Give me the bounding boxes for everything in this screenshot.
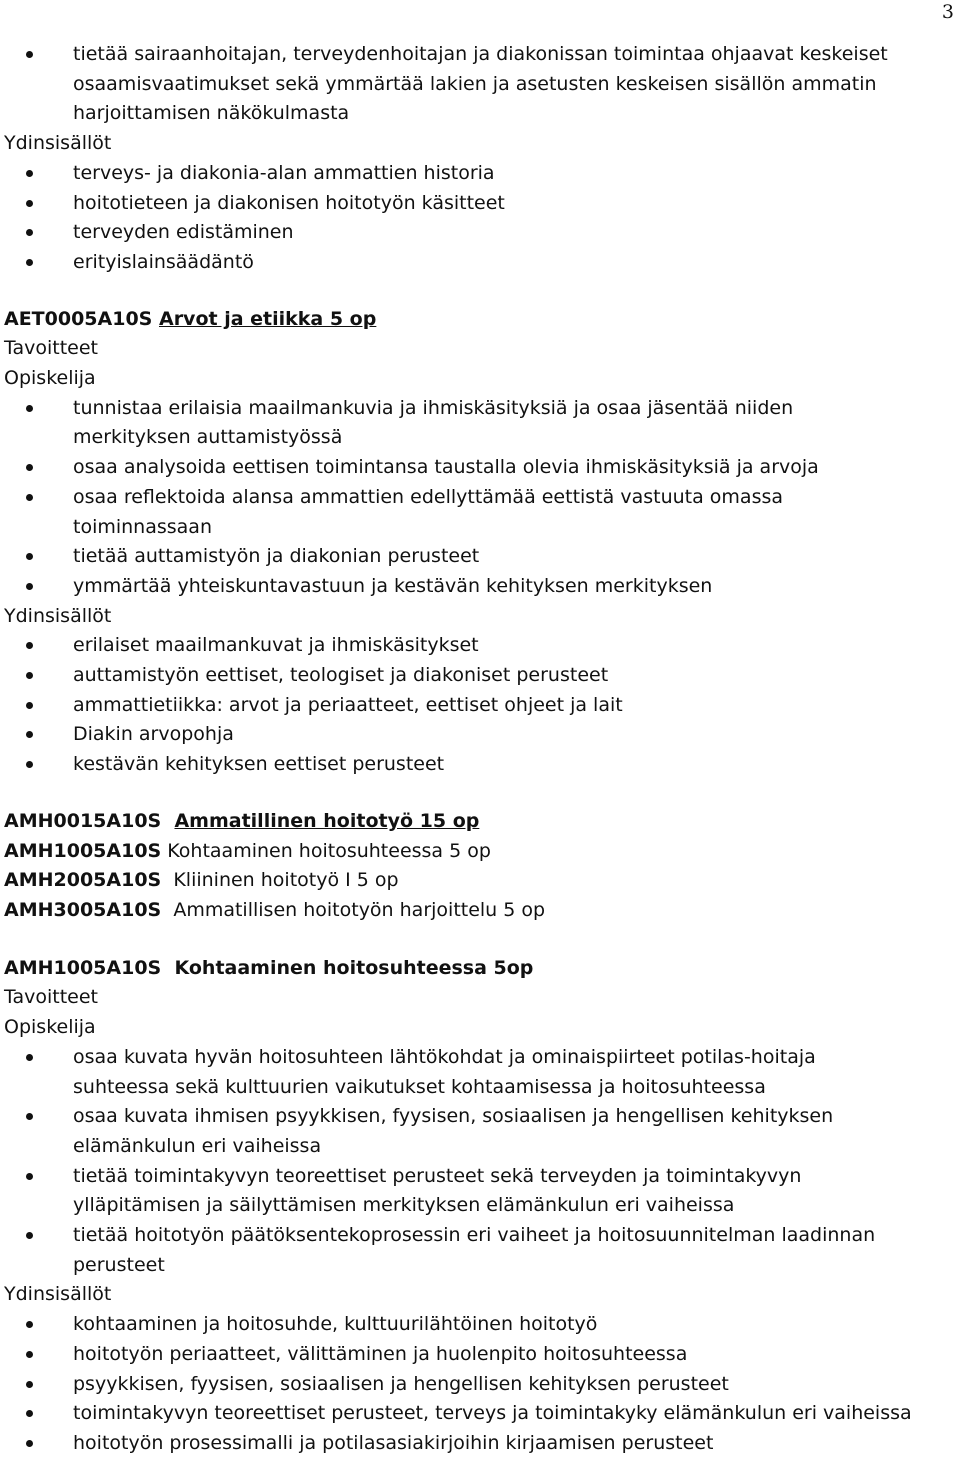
module-course-code: AMH1005A10S (4, 839, 162, 862)
course-heading (4, 954, 954, 984)
list-item-line: osaa analysoida eettisen toimintansa taustalla olevia ihmiskäsityksiä ja arvoja (73, 456, 819, 479)
goals-heading: Tavoitteet (4, 986, 98, 1009)
list-item-line: osaa kuvata ihmisen psyykkisen, fyysisen, sosiaalisen ja hengellisen kehityksen (73, 1105, 834, 1128)
module-course-row (4, 896, 954, 926)
module-course-title: Kohtaaminen hoitosuhteessa 5 op (167, 839, 491, 862)
list-item-line: elämänkulun eri vaiheissa (73, 1134, 322, 1157)
list-item-line: kohtaaminen ja hoitosuhde, kulttuurilähtöinen hoitotyö (73, 1313, 598, 1336)
bullet-icon (26, 1054, 33, 1061)
bullet-icon (26, 642, 33, 649)
list-item-line: toiminnassaan (73, 515, 212, 538)
bullet-icon (26, 761, 33, 768)
bullet-icon (26, 494, 33, 501)
course-aet (4, 305, 954, 780)
bullet-icon (26, 259, 33, 266)
list-item (4, 248, 954, 278)
list-item (4, 1162, 954, 1221)
list-item-line: osaamisvaatimukset sekä ymmärtää lakien ja asetusten keskeisen sisällön ammatin (73, 72, 877, 95)
section-continued (4, 40, 954, 278)
list-item (4, 1102, 954, 1161)
list-item (4, 40, 954, 129)
bullet-icon (26, 1321, 33, 1328)
bullet-icon (26, 1232, 33, 1239)
list-item-line: Diakin arvopohja (73, 723, 234, 746)
module-course-row (4, 866, 954, 896)
list-item-line: ammattietiikka: arvot ja periaatteet, eettiset ohjeet ja lait (73, 693, 623, 716)
list-item (4, 572, 954, 602)
module-course-code: AMH2005A10S (4, 869, 162, 892)
course-title: Kohtaaminen hoitosuhteessa 5op (174, 956, 534, 979)
list-item-line: tietää hoitotyön päätöksentekoprosessin eri vaiheet ja hoitosuunnitelman laadinnan (73, 1224, 876, 1247)
list-item-line: psyykkisen, fyysisen, sosiaalisen ja hengellisen kehityksen perusteet (73, 1372, 729, 1395)
list-item-line: erityislainsäädäntö (73, 250, 254, 273)
content-heading: Ydinsisällöt (4, 132, 112, 155)
list-item (4, 453, 954, 483)
course-code: AMH1005A10S (4, 956, 162, 979)
bullet-icon (26, 405, 33, 412)
list-item (4, 1221, 954, 1280)
bullet-icon (26, 229, 33, 236)
list-item-line: tietää toimintakyvyn teoreettiset perusteet sekä terveyden ja toimintakyvyn (73, 1164, 802, 1187)
list-item (4, 483, 954, 542)
module-course-title: Kliininen hoitotyö I 5 op (173, 869, 399, 892)
bullet-icon (26, 464, 33, 471)
bullet-icon (26, 672, 33, 679)
module-course-code: AMH3005A10S (4, 898, 162, 921)
list-item-line: harjoittamisen näkökulmasta (73, 102, 350, 125)
module-code: AMH0015A10S (4, 809, 162, 832)
bullet-icon (26, 1381, 33, 1388)
module-course-title: Ammatillisen hoitotyön harjoittelu 5 op (173, 898, 546, 921)
list-item-line: tietää auttamistyön ja diakonian perusteet (73, 545, 480, 568)
list-item-line: ylläpitämisen ja säilyttämisen merkityksen elämänkulun eri vaiheissa (73, 1194, 735, 1217)
list-item (4, 631, 954, 661)
list-item-line: auttamistyön eettiset, teologiset ja diakoniset perusteet (73, 664, 609, 687)
page-number: 3 (941, 1, 954, 23)
bullet-icon (26, 170, 33, 177)
module-title: Ammatillinen hoitotyö 15 op (174, 809, 480, 832)
list-item-line: merkityksen auttamistyössä (73, 426, 343, 449)
bullet-icon (26, 583, 33, 590)
document-body (4, 40, 954, 1459)
list-item-line: suhteessa sekä kulttuurien vaikutukset kohtaamisessa ja hoitosuhteessa (73, 1075, 766, 1098)
list-item-line: terveyden edistäminen (73, 221, 294, 244)
list-item-line: erilaiset maailmankuvat ja ihmiskäsitykset (73, 634, 479, 657)
goals-heading: Tavoitteet (4, 337, 98, 360)
content-heading: Ydinsisällöt (4, 1283, 112, 1306)
list-item (4, 1310, 954, 1340)
bullet-icon (26, 200, 33, 207)
list-item (4, 661, 954, 691)
list-item (4, 1043, 954, 1102)
content-heading: Ydinsisällöt (4, 604, 112, 627)
list-item-line: tunnistaa erilaisia maailmankuvia ja ihmiskäsityksiä ja osaa jäsentää niiden (73, 396, 794, 419)
module-amh (4, 807, 954, 926)
course-heading (4, 305, 954, 335)
list-item (4, 1370, 954, 1400)
bullet-icon (26, 51, 33, 58)
list-item-line: hoitotyön prosessimalli ja potilasasiakirjoihin kirjaamisen perusteet (73, 1431, 714, 1454)
list-item (4, 218, 954, 248)
list-item (4, 1399, 954, 1429)
bullet-icon (26, 1440, 33, 1447)
list-item-line: perusteet (73, 1253, 165, 1276)
list-item-line: terveys- ja diakonia-alan ammattien historia (73, 161, 495, 184)
bullet-icon (26, 553, 33, 560)
course-code: AET0005A10S (4, 307, 153, 330)
bullet-icon (26, 1410, 33, 1417)
list-item (4, 189, 954, 219)
list-item (4, 159, 954, 189)
course-amh1005 (4, 954, 954, 1459)
list-item-line: tietää sairaanhoitajan, terveydenhoitajan ja diakonissan toimintaa ohjaavat keskeiset (73, 43, 888, 65)
module-course-row (4, 837, 954, 867)
list-item (4, 1429, 954, 1459)
course-title: Arvot ja etiikka 5 op (158, 307, 377, 330)
student-label: Opiskelija (4, 1016, 96, 1039)
list-item-line: osaa reflektoida alansa ammattien edellyttämää eettistä vastuuta omassa (73, 485, 784, 508)
list-item (4, 1340, 954, 1370)
list-item-line: osaa kuvata hyvän hoitosuhteen lähtökohdat ja ominaispiirteet potilas-hoitaja (73, 1045, 816, 1068)
list-item (4, 394, 954, 453)
list-item (4, 691, 954, 721)
module-heading (4, 807, 954, 837)
list-item-line: hoitotieteen ja diakonisen hoitotyön käsitteet (73, 191, 505, 214)
list-item-line: toimintakyvyn teoreettiset perusteet, terveys ja toimintakyky elämänkulun eri vaiheissa (73, 1402, 912, 1425)
bullet-icon (26, 1351, 33, 1358)
bullet-icon (26, 731, 33, 738)
bullet-icon (26, 702, 33, 709)
list-item (4, 720, 954, 750)
list-item (4, 750, 954, 780)
bullet-icon (26, 1113, 33, 1120)
list-item-line: kestävän kehityksen eettiset perusteet (73, 753, 445, 776)
list-item (4, 542, 954, 572)
list-item-line: ymmärtää yhteiskuntavastuun ja kestävän kehityksen merkityksen (73, 574, 713, 597)
bullet-icon (26, 1173, 33, 1180)
student-label: Opiskelija (4, 367, 96, 390)
list-item-line: hoitotyön periaatteet, välittäminen ja huolenpito hoitosuhteessa (73, 1342, 688, 1365)
